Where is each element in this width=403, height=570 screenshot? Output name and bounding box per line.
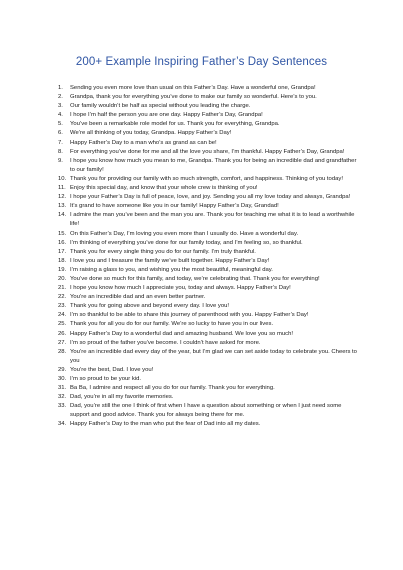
sentence-text: On this Father’s Day, I’m loving you even more than I usually do. Have a wonderful day.: [70, 230, 299, 237]
sentence-item: [58, 102, 358, 111]
sentence-text: Grandpa, thank you for everything you’ve done to make our family so wonderful. Here’s to you.: [70, 94, 317, 101]
sentence-number: 10.: [58, 175, 67, 182]
document-title: 200+ Example Inspiring Father’s Day Sentences: [75, 56, 328, 68]
sentence-number: 15.: [58, 230, 67, 237]
sentence-text: Dad, you’re still the one I think of first when I have a question about something or when I just need some support and good advice. Thank you for always being there for me.: [70, 403, 342, 419]
sentence-number: 5.: [58, 121, 63, 128]
sentence-text: I hope you know how much you mean to me, Grandpa. Thank you for being an incredible dad and grandfather to our family!: [70, 157, 357, 173]
sentence-item: [58, 402, 358, 420]
sentence-text: Happy Father’s Day to the man who put the fear of Dad into all my dates.: [70, 421, 261, 428]
sentence-text: Dad, you’re in all my favorite memories.: [70, 394, 174, 401]
sentence-number: 22.: [58, 294, 67, 301]
sentence-number: 20.: [58, 275, 67, 282]
sentence-number: 11.: [58, 185, 66, 192]
sentence-number: 30.: [58, 376, 67, 382]
sentence-item: [58, 293, 358, 302]
sentence-item: [58, 266, 358, 275]
sentence-number: 13.: [58, 203, 67, 210]
sentence-text: I’m raising a glass to you, and wishing you the most beautiful, meaningful day.: [70, 266, 273, 273]
sentence-text: I hope I’m half the person you are one day. Happy Father’s Day, Grandpa!: [70, 112, 263, 119]
sentence-number: 26.: [58, 330, 67, 337]
sentence-item: [58, 211, 358, 229]
sentence-number: 33.: [58, 403, 67, 410]
sentence-text: It’s grand to have someone like you in our family! Happy Father’s Day, Grandad!: [70, 203, 279, 210]
sentence-text: I hope your Father’s Day is full of peace, love, and joy. Sending you all my love today and always, Grandpa!: [70, 194, 351, 201]
sentence-number: 29.: [58, 366, 67, 373]
sentence-number: 8.: [58, 148, 63, 155]
sentence-item: [58, 193, 358, 202]
sentence-number: 17.: [58, 248, 67, 255]
sentence-item: [58, 320, 358, 329]
sentence-item: [58, 311, 358, 320]
sentence-item: [58, 330, 358, 339]
sentence-text: I hope you know how much I appreciate you, today and always. Happy Father’s Day!: [70, 285, 291, 292]
sentence-text: I’m so proud to be your kid.: [70, 376, 142, 382]
sentence-item: [58, 129, 358, 138]
sentence-number: 19.: [58, 266, 67, 273]
sentence-text: Ba Ba, I admire and respect all you do for our family. Thank you for everything.: [70, 385, 275, 392]
sentence-number: 14.: [58, 212, 67, 219]
sentence-number: 34.: [58, 421, 67, 428]
sentence-number: 9.: [58, 157, 63, 164]
sentence-text: Happy Father’s Day to a wonderful dad and amazing husband. We love you so much!: [70, 330, 293, 337]
sentence-item: [58, 111, 358, 120]
sentence-number: 24.: [58, 312, 67, 319]
sentence-number: 25.: [58, 321, 67, 328]
sentence-item: [58, 157, 358, 175]
sentence-item: [58, 84, 358, 93]
sentence-text: You’re the best, Dad. I love you!: [70, 366, 154, 373]
sentence-item: [58, 139, 358, 148]
sentence-text: Enjoy this special day, and know that your whole crew is thinking of you!: [70, 185, 258, 192]
sentence-text: Thank you for all you do for our family. We’re so lucky to have you in our lives.: [70, 321, 274, 328]
sentence-item: [58, 248, 358, 257]
sentence-number: 21.: [58, 285, 67, 292]
sentence-text: Thank you for every single thing you do for our family. I’m truly thankful.: [70, 248, 256, 255]
sentence-item: [58, 93, 358, 102]
sentence-item: [58, 120, 358, 129]
sentence-text: I love you and I treasure the family we’ve built together. Happy Father’s Day!: [70, 257, 270, 264]
sentence-item: [58, 375, 358, 384]
sentence-item: [58, 257, 358, 266]
sentence-text: Thank you for going above and beyond every day. I love you!: [70, 303, 230, 310]
sentence-text: I admire the man you’ve been and the man you are. Thank you for teaching me what it is to lead a worthwhile life!: [70, 212, 355, 228]
sentence-number: 7.: [58, 139, 63, 146]
sentence-item: [58, 393, 358, 402]
sentence-text: You’ve done so much for this family, and today, we’re celebrating that. Thank you for everything!: [70, 275, 320, 282]
sentence-item: [58, 284, 358, 293]
sentence-text: You’re an incredible dad every day of the year, but I’m glad we can set aside today to celebrate you. Cheers to you: [70, 348, 357, 364]
sentence-text: You’re an incredible dad and an even better partner.: [70, 294, 206, 301]
sentence-number: 32.: [58, 394, 67, 401]
sentence-number: 12.: [58, 194, 67, 201]
sentence-text: You’ve been a remarkable role model for us. Thank you for everything, Grandpa.: [70, 121, 280, 128]
sentence-text: I’m thinking of everything you’ve done for our family today, and I’m feeling so, so thankful.: [70, 239, 303, 246]
sentence-text: Thank you for providing our family with so much strength, comfort, and happiness. Thinking of you today!: [70, 175, 343, 182]
sentence-item: [58, 175, 358, 184]
sentence-text: Our family wouldn’t be half as special without you leading the charge.: [70, 103, 251, 110]
sentence-number: 16.: [58, 239, 67, 246]
sentence-number: 6.: [58, 130, 63, 137]
sentence-text: For everything you’ve done for me and all the love you share, I’m thankful. Happy Father’s Day, Grandpa!: [70, 148, 345, 155]
sentence-text: Happy Father’s Day to a man who’s as grand as can be!: [70, 139, 217, 146]
sentence-item: [58, 202, 358, 211]
sentence-item: [58, 339, 358, 348]
sentence-item: [58, 366, 358, 375]
sentence-item: [58, 275, 358, 284]
sentence-number: 4.: [58, 112, 63, 119]
sentence-item: [58, 148, 358, 157]
sentence-item: [58, 302, 358, 311]
sentence-item: [58, 230, 358, 239]
sentence-number: 27.: [58, 339, 67, 346]
sentence-item: [58, 420, 358, 429]
sentence-number: 31.: [58, 385, 67, 392]
sentence-number: 2.: [58, 94, 63, 101]
sentence-text: Sending you even more love than usual on this Father’s Day. Have a wonderful one, Grandpa!: [70, 85, 316, 91]
sentence-item: [58, 348, 358, 366]
sentence-item: [58, 384, 358, 393]
sentence-number: 28.: [58, 348, 67, 355]
sentence-text: We’re all thinking of you today, Grandpa. Happy Father’s Day!: [70, 130, 232, 137]
sentence-list: [58, 84, 358, 430]
sentence-number: 18.: [58, 257, 67, 264]
sentence-number: 1.: [58, 85, 63, 91]
sentence-text: I’m so proud of the father you’ve become. I couldn’t have asked for more.: [70, 339, 261, 346]
sentence-number: 3.: [58, 103, 63, 110]
sentence-item: [58, 184, 358, 193]
sentence-number: 23.: [58, 303, 67, 310]
sentence-text: I’m so thankful to be able to share this journey of parenthood with you. Happy Father’s Day!: [70, 312, 309, 319]
sentence-item: [58, 239, 358, 248]
